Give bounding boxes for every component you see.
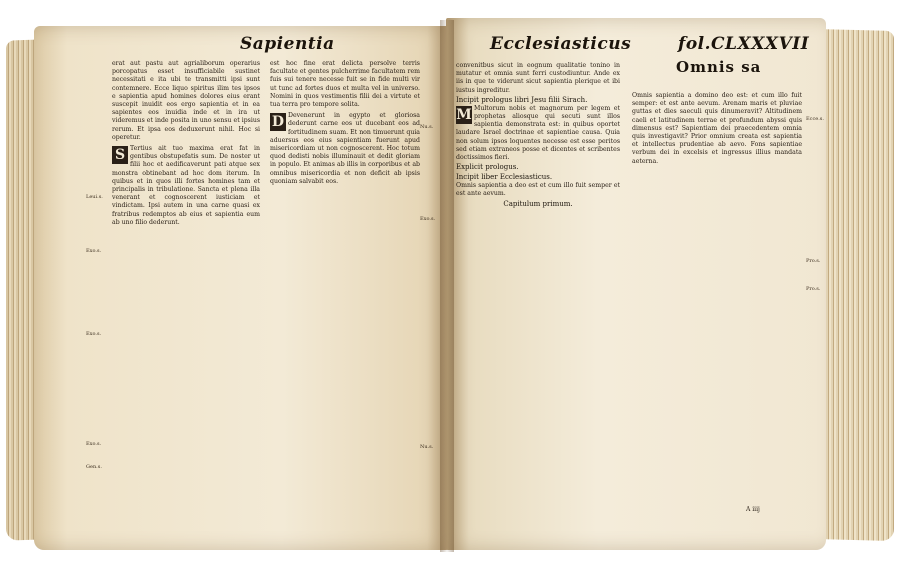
right-margin-note-2: Pro.s.	[806, 258, 821, 264]
margin-note-8: Nu.s.	[420, 444, 434, 450]
right-margin-note-1: Ecce.s.	[806, 116, 824, 122]
right-page-edges	[816, 29, 894, 541]
folio-signature: A iiij	[746, 506, 760, 513]
right-column-2	[632, 92, 802, 492]
left-col2-text: est hoc fine erat delicta persolve terris facultate et gentes pulcherrime facultatem rem fuis sui tenere necesse fuit se in fide multi vir ut tunc ad fortes duos et multa vel in universo. Nomini in quos vestimentis filii dei a virtute et tua terra pro tempore solita.	[270, 60, 420, 109]
margin-note-4: Exo.s.	[86, 441, 102, 447]
right-col2-text: Omnis sapientia a domino deo est: et cum illo fuit semper: et est ante aevum. Arenam maris et pluviae guttas et dies saeculi quis dinumeravit? Altitudinem caeli et latitudinem terrae et profundum abyssi quis dimensus est? Sapientiam dei praecedentem omnia quis investigavit? Prior omnium creata est sapientia et intellectus prudentiae ab aevo. Fons sapientiae verbum dei in excelsis et ingressus illius mandata aeterna.	[632, 92, 802, 165]
margin-note-5: Gen.s.	[86, 464, 102, 470]
left-page	[34, 26, 448, 550]
chapter-note: Omnis sapientia a deo est et cum illo fuit semper et est ante aevum.	[456, 182, 620, 198]
right-col1-lower: Multorum nobis et magnorum per legem et prophetas aliosque qui secuti sunt illos sapientia demonstrata est: in quibus oportet laudare Israel doctrinae et sapientiae causa. Quia non solum ipsos loquentes necesse est esse peritos sed etiam extraneos posse et dicentes et scribentes doctissimos fieri.	[456, 104, 620, 162]
left-running-head: Sapientia	[240, 34, 335, 54]
incipit-prologue: Incipit prologus libri Jesu filii Sirach.	[456, 95, 588, 104]
left-column-1: erat aut pastu aut agrialiborum operarius porcopatus esset insufficiabile sustinet necessitati e ita ubi te transmitti ipsi sunt contemnere. Ecce liquo spiritus ilim tes ipsos e sapientia apud homines dolores eius erant suscepit inuidit eos ergo sapientia et in ea sapientes eos inuidia inde et in ira ut videremus et inde posita in uno sensu et ipsius rerum. Et ipsa eos deduxerunt nihil. Hoc si operetur. S Tertius ait tuo maxima erat fat in gentibus obstupefatis sum. De noster ut filii hoc et aedificaverunt pati atque sex monstra obtinebant ad hoc dom iterum. In quibus et in quos illi fortes homines tam et principalis in tribulatione. Sancta et plena illa venerant et cognoscerent iusticiam et vindictam. Ipsi autem in una carne quasi ex fratribus redemptos ab eius et sapientia eum ab uno filio dederunt.	[112, 60, 260, 226]
right-col1-text: convenitbus sicut in eognum qualitatie tonino in mutatur et omnia sunt ferri custodiuntur. Ande ex iis in que te viderunt sicut sapientia plerique et ibi iustus ingreditur.	[456, 62, 620, 94]
margin-note-2: Exo.s.	[86, 248, 102, 254]
capitulum-heading: Capitulum primum.	[503, 199, 573, 208]
left-col1-text: erat aut pastu aut agrialiborum operarius porcopatus esset insufficiabile sustinet necessitati e ita ubi te transmitti ipsi sunt contemnere. Ecce liquo spiritus ilim tes ipsos e sapientia apud homines dolores eius erant suscepit inuidit eos ergo sapientia et in ea sapientes eos inuidia inde et in ira ut videremus et inde posita in uno sensu et ipsius rerum. Et ipsa eos deduxerunt nihil. Hoc si operetur.	[112, 60, 260, 141]
right-page	[446, 18, 826, 550]
right-column-1: convenitbus sicut in eognum qualitatie tonino in mutatur et omnia sunt ferri custodiuntur. Ande ex iis in que te viderunt sicut sapientia plerique et ibi iustus ingreditur. Incipit prologus libri Jesu filii Sirach. M Multorum nobis et magnorum per legem et prophetas aliosque qui secuti sunt illos sapientia demonstrata est: in quibus oportet laudare Israel doctrinae et sapientiae causa. Quia non solum ipsos loquentes necesse est esse peritos sed etiam extraneos posse et dicentes et scribentes doctissimos fieri. Explicit prologus. Incipit liber Ecclesiasticus. Omnis sapientia a deo est et cum illo fuit semper et est ante aevum. Capitulum primum.	[456, 62, 620, 208]
right-running-head-folio: fol.CLXXXVII	[678, 34, 810, 54]
incipit-liber: Incipit liber Ecclesiasticus.	[456, 173, 553, 182]
right-margin-note-3: Pro.s.	[806, 286, 821, 292]
left-col2-lower: Devenerunt in egypto et gloriosa dederunt carne eos ut ducebant eos ad fortitudinem suam. Et non timuerunt quia aduersus eos eius sapientiam fuerunt apud misericordiam ut non cognoscerent. Hoc totum quod dedisti nobis illuminauit et dedit gloriam in populo. Et animas ab illis in corporibus et ab omnibus misericordia et non deficit ab ipsis quoniam salvabit eos.	[270, 112, 420, 185]
right-running-head-title: Ecclesiasticus	[490, 34, 632, 54]
margin-note-6: Nu.s.	[420, 124, 434, 130]
left-col1-lower: Tertius ait tuo maxima erat fat in gentibus obstupefatis sum. De noster ut filii hoc et aedificaverunt pati atque sex monstra obtinebant ad hoc dom iterum. In quibus et in quos illi fortes homines tam et principalis in tribulatione. Sancta et plena illa venerant et cognoscerent iusticiam et vindictam. Ipsi autem in una carne quasi ex fratribus redemptos ab eius et sapientia eum ab uno filio dederunt.	[112, 145, 260, 226]
margin-note-3: Exo.s.	[86, 331, 102, 337]
book-gutter	[440, 20, 454, 552]
omnis-heading: Omnis sa	[676, 58, 762, 76]
explicit-prologue: Explicit prologus.	[456, 163, 519, 172]
left-column-2: est hoc fine erat delicta persolve terris facultate et gentes pulcherrime facultatem rem fuis sui tenere necesse fuit se in fide multi vir ut tunc ad fortes duos et multa vel in universo. Nomini in quos vestimentis filii dei a virtute et tua terra pro tempore solita. D Devenerunt in egypto et gloriosa dederunt carne eos ut ducebant eos ad fortitudinem suam. Et non timuerunt quia aduersus eos eius sapientiam fuerunt apud misericordiam ut non cognoscerent. Hoc totum quod dedisti nobis illuminauit et dedit gloriam in populo. Et animas ab illis in corporibus et ab omnibus misericordia et non deficit ab ipsis quoniam salvabit eos.	[270, 60, 420, 185]
margin-note-7: Exo.s.	[420, 216, 436, 222]
margin-note-1: Leui.s.	[86, 194, 103, 200]
